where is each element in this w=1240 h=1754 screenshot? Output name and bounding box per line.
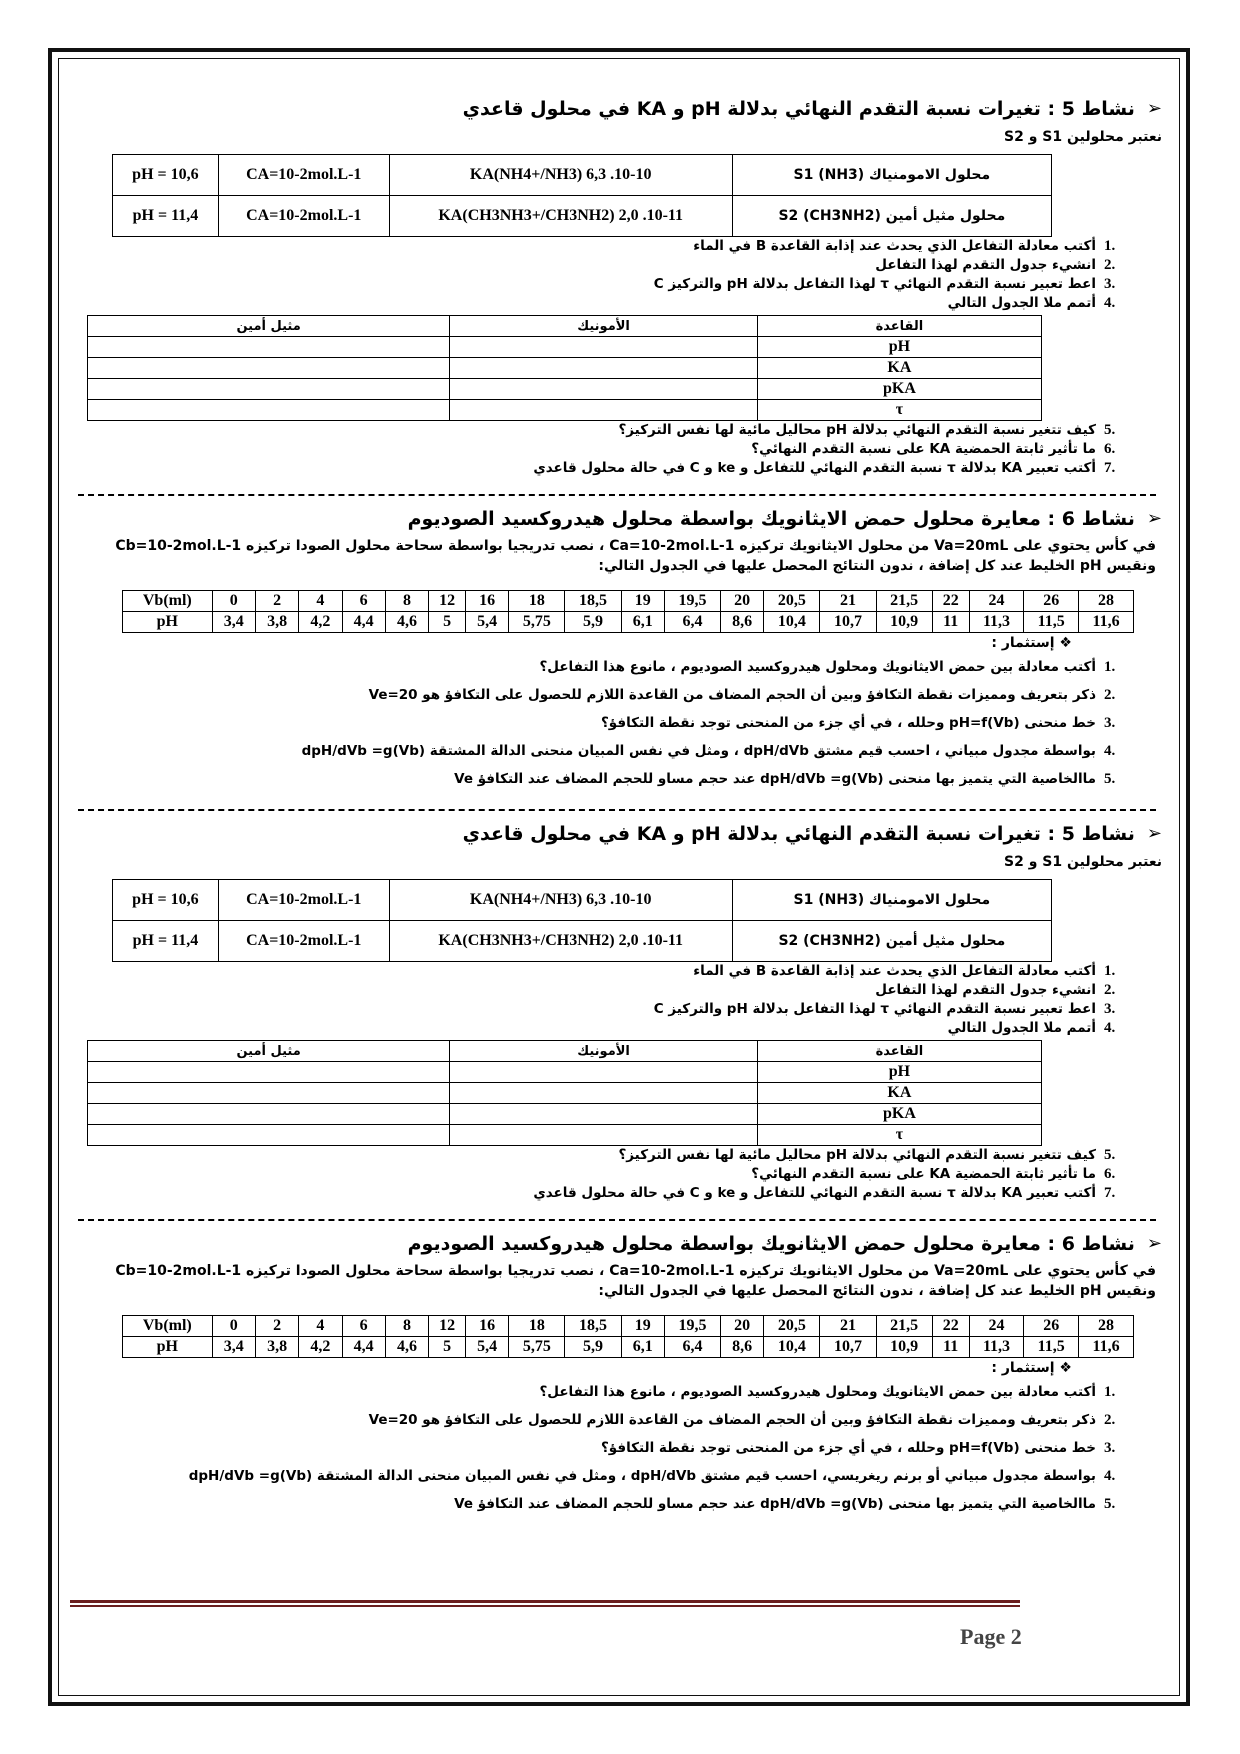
ph-cell: 8,6 [721,1337,764,1358]
question-number: 2. [1104,982,1116,998]
empty-cell [450,1083,758,1104]
empty-cell [88,400,450,421]
vb-label: Vb(ml) [123,1316,213,1337]
vb-cell: 22 [932,591,969,612]
question-number: 1. [1104,659,1116,675]
table-row [88,1083,1042,1104]
question-number: 3. [1104,276,1116,292]
row-label: pKA [757,379,1041,400]
list-item [72,1490,1122,1518]
arrow-icon: ➢ [1146,1233,1162,1254]
activity6-intro: في كأس يحتوي على Va=20mL من محلول الايثانويك تركيزه Ca=10-2mol.L-1 ، نصب تدريجيا بواسطة سحاحة محلول الصودا تركيزه Cb=10-2mol.L-1 ونقيس pH الخليط عند كل إضافة ، ندون النتائج المحصل عليها في الجدول التالي: [115,1263,1156,1299]
question-number: 4. [1104,743,1116,759]
solution-ph: pH = 10,6 [113,880,219,921]
list-item [72,1019,1122,1038]
question-text: ماالخاصية التي يتميز بها منحنى dpH/dVb =g(Vb) عند حجم مساو للحجم المضاف عند التكافؤ Ve [454,1496,1096,1512]
question-text: أكتب معادلة بين حمض الايثانويك ومحلول هيدروكسيد الصوديوم ، مانوع هذا التفاعل؟ [539,659,1096,675]
titration-table [122,1315,1134,1358]
arrow-icon: ➢ [1146,823,1162,844]
solutions-table [112,154,1052,237]
vb-row [123,591,1134,612]
activity6-title-text: نشاط 6 : معايرة محلول حمض الايثانويك بواسطة محلول هيدروكسيد الصوديوم [407,1233,1135,1255]
solution-label: محلول الامومنياك S1 (NH3) [732,155,1051,196]
fill-table [87,315,1042,421]
activity5-subtitle: نعتبر محلولين S1 و S2 [1004,854,1162,870]
question-number: 2. [1104,687,1116,703]
vb-row [123,1316,1134,1337]
question-text: انشيء جدول التقدم لهذا التفاعل [875,982,1096,998]
question-text: ما تأثير ثابتة الحمضية KA على نسبة التقدم النهائي؟ [751,1166,1096,1182]
list-item [72,1378,1122,1406]
footer-rule-thin [70,1605,1020,1607]
row-label: KA [757,358,1041,379]
question-text: كيف تتغير نسبة التقدم النهائي بدلالة pH محاليل مائية لها نفس التركيز؟ [618,422,1096,438]
vb-cell: 12 [429,1316,466,1337]
ph-cell: 10,9 [876,612,932,633]
table-row [88,1104,1042,1125]
page-number: Page 2 [960,1624,1022,1649]
solution-label: محلول مثيل أمين S2 (CH3NH2) [732,196,1051,237]
dashed-separator [78,795,1156,811]
vb-label: Vb(ml) [123,591,213,612]
ph-cell: 10,7 [820,612,876,633]
vb-cell: 26 [1024,591,1079,612]
ph-label: pH [123,612,213,633]
question-number: 1. [1104,963,1116,979]
ph-cell: 5 [429,612,466,633]
vb-cell: 16 [466,591,509,612]
list-item [72,421,1122,440]
question-number: 1. [1104,238,1116,254]
activity5-title-text: نشاط 5 : تغيرات نسبة التقدم النهائي بدلالة pH و KA في محلول قاعدي [462,823,1135,845]
question-number: 4. [1104,1020,1116,1036]
vb-cell: 4 [299,1316,342,1337]
ph-cell: 5,75 [509,612,565,633]
solution-ph: pH = 11,4 [113,921,219,962]
vb-cell: 20,5 [764,1316,820,1337]
activity5-section [72,817,1162,1221]
question-text: ذكر بتعريف ومميزات نقطة التكافؤ وبين أن الحجم المضاف من القاعدة اللازم للحصول على التكافؤ هو Ve=20 [368,687,1096,703]
ph-cell: 8,6 [721,612,764,633]
table-row [88,379,1042,400]
question-text: كيف تتغير نسبة التقدم النهائي بدلالة pH محاليل مائية لها نفس التركيز؟ [618,1147,1096,1163]
empty-cell [88,1125,450,1146]
vb-cell: 20 [721,591,764,612]
question-number: 2. [1104,1412,1116,1428]
empty-cell [450,1125,758,1146]
ph-cell: 11,3 [969,1337,1024,1358]
ph-cell: 4,6 [385,612,428,633]
vb-cell: 19,5 [664,1316,720,1337]
row-label: τ [757,1125,1041,1146]
list-item [72,709,1122,737]
column-header: الأمونيك [450,316,758,337]
list-item [72,459,1122,478]
ph-label: pH [123,1337,213,1358]
vb-cell: 20,5 [764,591,820,612]
vb-cell: 18 [509,1316,565,1337]
column-header: مثيل أمين [88,1041,450,1062]
table-header-row [88,1041,1042,1062]
question-number: 5. [1104,771,1116,787]
list-item [72,981,1122,1000]
question-text: خط منحنى pH=f(Vb) وحلله ، في أي جزء من المنحنى توجد نقطة التكافؤ؟ [600,1440,1096,1456]
activity6-questions [72,653,1162,793]
vb-cell: 18 [509,591,565,612]
vb-cell: 24 [969,591,1024,612]
ph-cell: 10,7 [820,1337,876,1358]
table-row [113,880,1052,921]
ph-cell: 11 [932,612,969,633]
row-label: pH [757,1062,1041,1083]
column-header: القاعدة [757,1041,1041,1062]
exploitation-heading: ❖ إستثمار : [991,1360,1072,1376]
ph-cell: 5,4 [466,612,509,633]
question-number: 4. [1104,295,1116,311]
vb-cell: 19 [621,1316,664,1337]
vb-cell: 18,5 [565,591,621,612]
ph-cell: 3,4 [212,1337,255,1358]
vb-cell: 28 [1079,591,1134,612]
empty-cell [88,1062,450,1083]
question-text: ما تأثير ثابتة الحمضية KA على نسبة التقدم النهائي؟ [751,441,1096,457]
vb-cell: 26 [1024,1316,1079,1337]
ph-cell: 4,2 [299,612,342,633]
ph-cell: 4,2 [299,1337,342,1358]
solution-ka: KA(NH4+/NH3) 6,3 .10-10 [389,155,732,196]
vb-cell: 20 [721,1316,764,1337]
vb-cell: 2 [255,1316,298,1337]
row-label: KA [757,1083,1041,1104]
empty-cell [88,1083,450,1104]
ph-cell: 4,4 [342,1337,385,1358]
table-row [113,921,1052,962]
question-number: 5. [1104,422,1116,438]
solutions-table [112,879,1052,962]
ph-cell: 5 [429,1337,466,1358]
page-content [72,92,1162,1518]
question-number: 2. [1104,257,1116,273]
list-item [72,681,1122,709]
question-number: 5. [1104,1147,1116,1163]
ph-row [123,612,1134,633]
list-item [72,653,1122,681]
question-number: 3. [1104,1001,1116,1017]
activity5-subtitle: نعتبر محلولين S1 و S2 [1004,129,1162,145]
list-item [72,440,1122,459]
vb-cell: 12 [429,591,466,612]
solution-label: محلول الامومنياك S1 (NH3) [732,880,1051,921]
exploitation-heading: ❖ إستثمار : [991,635,1072,651]
question-text: بواسطة مجدول مبياني ، احسب قيم مشتق dpH/dVb ، ومثل في نفس المبيان منحنى الدالة المشتقة dpH/dVb =g(Vb) [301,743,1096,759]
ph-row [123,1337,1134,1358]
question-number: 6. [1104,1166,1116,1182]
column-header: القاعدة [757,316,1041,337]
vb-cell: 21,5 [876,591,932,612]
question-number: 4. [1104,1468,1116,1484]
question-text: اعط تعبير نسبة التقدم النهائي τ لهذا التفاعل بدلالة pH والتركيز C [653,276,1096,292]
ph-cell: 11,3 [969,612,1024,633]
solution-conc: CA=10-2mol.L-1 [218,921,389,962]
question-text: أتمم ملا الجدول التالي [947,1020,1096,1036]
list-item [72,962,1122,981]
ph-cell: 5,9 [565,1337,621,1358]
vb-cell: 6 [342,591,385,612]
row-label: pH [757,337,1041,358]
vb-cell: 0 [212,591,255,612]
question-number: 3. [1104,715,1116,731]
question-text: انشيء جدول التقدم لهذا التفاعل [875,257,1096,273]
activity6-title [72,1227,1162,1261]
vb-cell: 8 [385,591,428,612]
table-row [88,1062,1042,1083]
column-header: مثيل أمين [88,316,450,337]
ph-cell: 11,6 [1079,612,1134,633]
question-number: 5. [1104,1496,1116,1512]
ph-cell: 3,8 [255,1337,298,1358]
arrow-icon: ➢ [1146,508,1162,529]
ph-cell: 6,1 [621,1337,664,1358]
question-text: أكتب معادلة التفاعل الذي يحدث عند إذابة القاعدة B في الماء [693,238,1096,254]
empty-cell [88,379,450,400]
ph-cell: 11 [932,1337,969,1358]
activity5-questions-a [72,237,1162,313]
solution-ka: KA(CH3NH3+/CH3NH2) 2,0 .10-11 [389,921,732,962]
vb-cell: 21 [820,1316,876,1337]
fill-table [87,1040,1042,1146]
activity6-title [72,502,1162,536]
question-text: خط منحنى pH=f(Vb) وحلله ، في أي جزء من المنحنى توجد نقطة التكافؤ؟ [600,715,1096,731]
solution-ka: KA(NH4+/NH3) 6,3 .10-10 [389,880,732,921]
ph-cell: 11,5 [1024,1337,1079,1358]
table-row [88,1125,1042,1146]
list-item [72,1146,1122,1165]
ph-cell: 10,9 [876,1337,932,1358]
list-item [72,1462,1122,1490]
vb-cell: 24 [969,1316,1024,1337]
activity5-title [72,92,1162,126]
column-header: الأمونيك [450,1041,758,1062]
ph-cell: 6,4 [664,1337,720,1358]
vb-cell: 2 [255,591,298,612]
activity6-section [72,1227,1162,1518]
activity5-questions-a [72,962,1162,1038]
solution-ph: pH = 11,4 [113,196,219,237]
ph-cell: 6,1 [621,612,664,633]
table-header-row [88,316,1042,337]
ph-cell: 4,4 [342,612,385,633]
ph-cell: 5,75 [509,1337,565,1358]
vb-cell: 6 [342,1316,385,1337]
table-row [113,155,1052,196]
empty-cell [88,1104,450,1125]
activity5-section [72,92,1162,496]
list-item [72,1184,1122,1203]
ph-cell: 5,9 [565,612,621,633]
question-number: 3. [1104,1440,1116,1456]
list-item [72,237,1122,256]
question-text: أكتب تعبير KA بدلالة τ نسبة التقدم النهائي للتفاعل و ke و C في حالة محلول قاعدي [533,1185,1096,1201]
vb-cell: 16 [466,1316,509,1337]
list-item [72,1165,1122,1184]
list-item [72,765,1122,793]
table-row [88,337,1042,358]
question-text: أكتب معادلة التفاعل الذي يحدث عند إذابة القاعدة B في الماء [693,963,1096,979]
question-text: ذكر بتعريف ومميزات نقطة التكافؤ وبين أن الحجم المضاف من القاعدة اللازم للحصول على التكافؤ هو Ve=20 [368,1412,1096,1428]
vb-cell: 21,5 [876,1316,932,1337]
question-text: بواسطة مجدول مبياني أو برنم ريغريسي، احسب قيم مشتق dpH/dVb ، ومثل في نفس المبيان منحنى الدالة المشتقة dpH/dVb =g(Vb) [188,1468,1096,1484]
activity5-questions-b [72,1146,1162,1203]
activity5-questions-b [72,421,1162,478]
table-row [113,196,1052,237]
solution-label: محلول مثيل أمين S2 (CH3NH2) [732,921,1051,962]
question-text: أكتب معادلة بين حمض الايثانويك ومحلول هيدروكسيد الصوديوم ، مانوع هذا التفاعل؟ [539,1384,1096,1400]
titration-table [122,590,1134,633]
question-text: أكتب تعبير KA بدلالة τ نسبة التقدم النهائي للتفاعل و ke و C في حالة محلول قاعدي [533,460,1096,476]
question-number: 6. [1104,441,1116,457]
vb-cell: 8 [385,1316,428,1337]
ph-cell: 11,6 [1079,1337,1134,1358]
activity6-section [72,502,1162,793]
vb-cell: 18,5 [565,1316,621,1337]
list-item [72,737,1122,765]
empty-cell [450,1062,758,1083]
ph-cell: 3,8 [255,612,298,633]
vb-cell: 4 [299,591,342,612]
list-item [72,256,1122,275]
row-label: τ [757,400,1041,421]
vb-cell: 19 [621,591,664,612]
ph-cell: 3,4 [212,612,255,633]
solution-conc: CA=10-2mol.L-1 [218,196,389,237]
empty-cell [450,379,758,400]
question-number: 7. [1104,460,1116,476]
ph-cell: 10,4 [764,612,820,633]
vb-cell: 22 [932,1316,969,1337]
vb-cell: 19,5 [664,591,720,612]
vb-cell: 21 [820,591,876,612]
question-number: 1. [1104,1384,1116,1400]
list-item [72,1000,1122,1019]
footer-rule [70,1600,1020,1603]
empty-cell [450,358,758,379]
activity5-title-text: نشاط 5 : تغيرات نسبة التقدم النهائي بدلالة pH و KA في محلول قاعدي [462,98,1135,120]
ph-cell: 10,4 [764,1337,820,1358]
list-item [72,275,1122,294]
list-item [72,1434,1122,1462]
ph-cell: 11,5 [1024,612,1079,633]
empty-cell [450,1104,758,1125]
vb-cell: 28 [1079,1316,1134,1337]
ph-cell: 6,4 [664,612,720,633]
row-label: pKA [757,1104,1041,1125]
solution-ka: KA(CH3NH3+/CH3NH2) 2,0 .10-11 [389,196,732,237]
solution-conc: CA=10-2mol.L-1 [218,880,389,921]
dashed-separator [78,1205,1156,1221]
solution-conc: CA=10-2mol.L-1 [218,155,389,196]
question-text: ماالخاصية التي يتميز بها منحنى dpH/dVb =g(Vb) عند حجم مساو للحجم المضاف عند التكافؤ Ve [454,771,1096,787]
solution-ph: pH = 10,6 [113,155,219,196]
activity6-title-text: نشاط 6 : معايرة محلول حمض الايثانويك بواسطة محلول هيدروكسيد الصوديوم [407,508,1135,530]
activity6-intro: في كأس يحتوي على Va=20mL من محلول الايثانويك تركيزه Ca=10-2mol.L-1 ، نصب تدريجيا بواسطة سحاحة محلول الصودا تركيزه Cb=10-2mol.L-1 ونقيس pH الخليط عند كل إضافة ، ندون النتائج المحصل عليها في الجدول التالي: [115,538,1156,574]
empty-cell [88,337,450,358]
activity6-questions [72,1378,1162,1518]
empty-cell [450,337,758,358]
ph-cell: 5,4 [466,1337,509,1358]
vb-cell: 0 [212,1316,255,1337]
ph-cell: 4,6 [385,1337,428,1358]
table-row [88,400,1042,421]
question-text: اعط تعبير نسبة التقدم النهائي τ لهذا التفاعل بدلالة pH والتركيز C [653,1001,1096,1017]
table-row [88,358,1042,379]
list-item [72,1406,1122,1434]
activity5-title [72,817,1162,851]
arrow-icon: ➢ [1146,98,1162,119]
dashed-separator [78,480,1156,496]
empty-cell [88,358,450,379]
empty-cell [450,400,758,421]
question-text: أتمم ملا الجدول التالي [947,295,1096,311]
list-item [72,294,1122,313]
question-number: 7. [1104,1185,1116,1201]
